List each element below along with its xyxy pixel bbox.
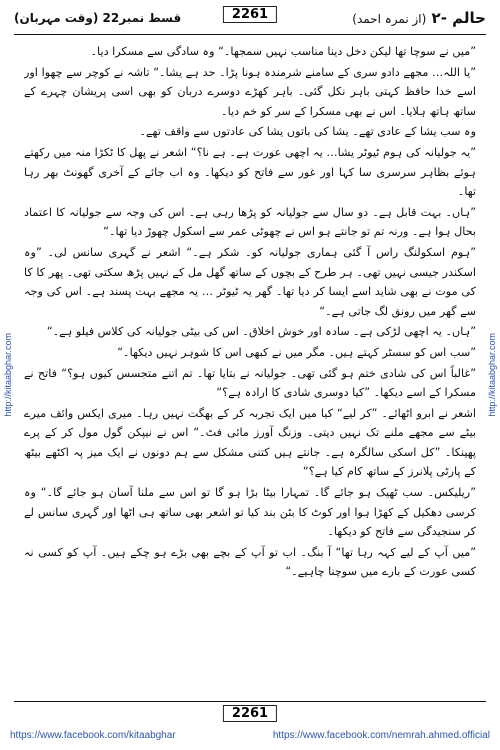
header-divider [14, 34, 486, 35]
right-watermark-url: http://kitaabghar.com [487, 333, 497, 417]
paragraph: ”میں نے سوچا تھا لیکن دخل دینا مناسب نہیں سمجھا۔“ وہ سادگی سے مسکرا دیا۔ [90, 45, 476, 58]
paragraph: ”ہاں۔ بہت قابل ہے۔ دو سال سے جولیانہ کو پڑھا رہی ہے۔ اس کی وجہ سے جولیانہ کا اعتماد بحال ہوا ہے۔ ورنہ تم تو جانتے ہو اس نے چھوٹی عمر سے اسکول چھوڑ دیا تھا۔“ [24, 205, 476, 239]
paragraph: اشعر نے ابرو اٹھائے۔ ”کر لیے“ کیا میں ایک تجربہ کر کے بھگت نہیں رہا۔ میری ایکس وائف میرے بیٹے سے مجھے ملنے تک نہیں دیتی۔ وزنگ آورز مائی فٹ۔“ اس نے نیپکن گول مول کر کے پرے پھینکا۔ ”کل اسکی سالگرہ ہے۔ جانتے ہیں کتنی مشکل سے ہم دونوں نے ایک میز پہ اکٹھے بیٹھ کے پارٹی پلانرز کے ساتھ کام کیا ہے؟“ [24, 406, 476, 479]
paragraph: ”سب اس کو سسٹر کہتے ہیں۔ مگر میں نے کبھی اس کا شوہر نہیں دیکھا۔“ [117, 345, 476, 359]
page-footer [10, 726, 490, 744]
novel-title [352, 9, 486, 27]
paragraph: ”یا اللہ… مجھے دادو سری کے سامنے شرمندہ ہونا پڑا۔ حد ہے یشا۔“ تاشہ نے کوچر سے چھوا اور اسے خدا حافظ کہتی باہر نکل گئی۔ باہر کھڑے دوسرے دربان کو بھی اسی پریشان چہرے کے ساتھ ہاتھ ہلایا۔ اس نے بھی مسکرا کے سر کو خم دیا۔ [24, 65, 476, 118]
paragraph: ”ریلیکس۔ سب ٹھیک ہو جائے گا۔ تمہارا بیٹا بڑا ہو گا تو اس سے ملنا آسان ہو جائے گا۔“ وہ کرسی دھکیل کے کھڑا ہوا اور کوٹ کا بٹن بند کیا تو اشعر بھی ساتھ ہی اٹھا اور گہری سانس لے کر سنجیدگی سے فاتح کو دیکھا۔ [24, 486, 476, 539]
paragraph: ”ہاں۔ یہ اچھی لڑکی ہے۔ سادہ اور خوش اخلاق۔ اس کی بیٹی جولیانہ کی کلاس فیلو ہے۔“ [46, 325, 476, 339]
paragraph: ”میں آپ کے لیے کہہ رہا تھا“ آ بنگ۔ اب تو آپ کے بچے بھی بڑے ہو چکے ہیں۔ آپ کو کسی نہ کسی عورت کے بارے میں سوچنا چاہیے۔“ [24, 545, 476, 579]
left-watermark [0, 60, 16, 690]
paragraph: ”ہوم اسکولنگ راس آ گئی ہماری جولیانہ کو۔ شکر ہے۔“ اشعر نے گہری سانس لی۔ ”وہ اسکندر جیسی نہیں تھی۔ ہر طرح کے بچوں کے ساتھ گھل مل کے نہیں پڑھ سکتی تھی۔ پھر کا کا کی موت نے بھی شاید اسے ایسا کر دیا تھا۔ گھر یہ ٹیوٹر … یہ مجھے بہت پسند ہے۔ اس کی وجہ سے گھر میں رونق لگ جاتی ہے۔“ [24, 245, 476, 318]
page-number-bottom: 2261 [223, 705, 277, 722]
body-text [24, 42, 476, 694]
paragraph: ”یہ جولیانہ کی ہوم ٹیوٹر یشا… یہ اچھی عورت ہے۔ ہے نا؟“ اشعر نے پھل کا ٹکڑا منہ میں رکھتے ہوئے بظاہر سرسری سا کہا اور غور سے فاتح کو دیکھا۔ وہ اب جائے کے آخری گھونٹ بھر رہا تھا۔ [24, 145, 476, 199]
paragraph: ”غالباً اس کی شادی ختم ہو گئی تھی۔ جولیانہ نے بتایا تھا۔ تم اتنے متجسس کیوں ہو؟“ فاتح نے مسکرا کے اسے دیکھا۔ ”کیا دوسری شادی کا ارادہ ہے؟“ [24, 366, 476, 400]
right-watermark [484, 60, 500, 690]
left-watermark-url: http://kitaabghar.com [3, 333, 13, 417]
footer-link-left[interactable]: https://www.facebook.com/kitaabghar [10, 729, 176, 741]
episode-title: قسط نمبر22 (وقت مہربان) [14, 11, 182, 25]
paragraph: وہ سب یشا کے عادی تھے۔ یشا کی باتوں یشا کی عادتوں سے واقف تھے۔ [139, 125, 476, 139]
footer-divider [14, 701, 486, 702]
novel-name: حالم -۲ [431, 9, 486, 27]
footer-link-right[interactable]: https://www.facebook.com/nemrah.ahmed.official [272, 729, 490, 741]
author-name: (از نمرہ احمد) [352, 12, 427, 26]
page-number-top: 2261 [223, 6, 277, 23]
